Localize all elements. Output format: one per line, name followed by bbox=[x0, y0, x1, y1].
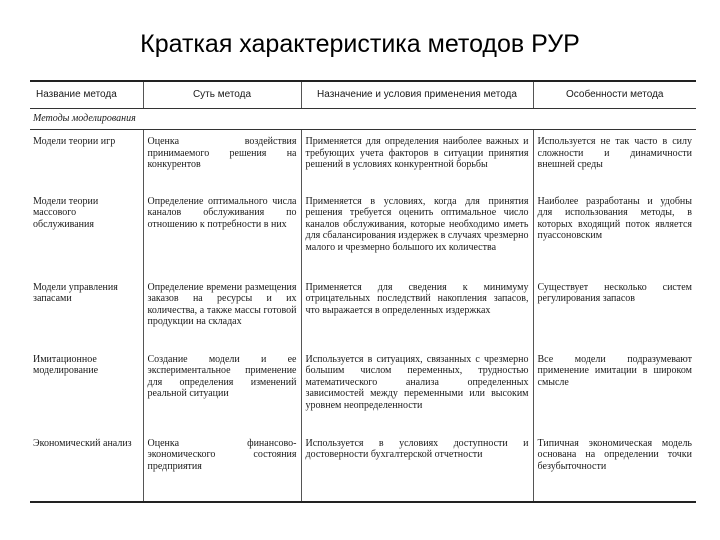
cell-method-features: Существует несколько систем регулирования запасов bbox=[533, 276, 696, 348]
cell-method-purpose: Используется в условиях доступности и достоверности бухгалтерской отчетности bbox=[301, 432, 533, 502]
cell-method-name: Экономический анализ bbox=[30, 432, 143, 502]
section-row bbox=[30, 109, 696, 130]
table-row bbox=[30, 276, 696, 348]
table-row bbox=[30, 190, 696, 276]
cell-method-essence: Определение времени размещения заказов на ресурсы и их количества, а также массы готовой продукции на складах bbox=[143, 276, 301, 348]
cell-method-purpose: Применяется для определения наиболее важных и требующих учета факторов в ситуации принятия решений в условиях конкурентной борьбы bbox=[301, 130, 533, 190]
header-method-features: Особенности метода bbox=[533, 81, 696, 109]
slide-title: Краткая характеристика методов РУР bbox=[140, 30, 580, 58]
cell-method-features: Типичная экономическая модель основана на определении точки безубыточности bbox=[533, 432, 696, 502]
methods-table bbox=[30, 80, 696, 503]
cell-method-essence: Оценка воздействия принимаемого решения на конкурентов bbox=[143, 130, 301, 190]
methods-table-image bbox=[30, 80, 696, 516]
cell-method-name: Модели управления запасами bbox=[33, 281, 118, 304]
cell-method-purpose: Применяется в условиях, когда для принятия решения требуется оценить оптимальное число каналов обслуживания, которые необходимо иметь для сбалансирования издержек в случаях чрезмерно малого и чрезмерно большого их количества bbox=[301, 190, 533, 276]
header-method-name: Название метода bbox=[30, 81, 143, 109]
header-method-essence: Суть метода bbox=[143, 81, 301, 109]
cell-method-features: Все модели подразумевают применение имитации в широком смысле bbox=[533, 348, 696, 432]
cell-method-features: Используется не так часто в силу сложности и динамичности внешней среды bbox=[533, 130, 696, 190]
cell-method-essence: Создание модели и ее экспериментальное применение для определения изменений реальной ситуации bbox=[143, 348, 301, 432]
section-label: Методы моделирования bbox=[30, 109, 696, 130]
cell-method-purpose: Используется в ситуациях, связанных с чрезмерно большим числом переменных, трудностью математического анализа определенных зависимостей между переменными или высоким уровнем неопределенности bbox=[301, 348, 533, 432]
table-row bbox=[30, 432, 696, 502]
header-method-purpose: Назначение и условия применения метода bbox=[301, 81, 533, 109]
cell-method-name: Имитационное моделирование bbox=[33, 353, 99, 376]
cell-method-name: Модели теории массового обслуживания bbox=[33, 195, 99, 230]
cell-method-essence: Оценка финансово-экономического состояния предприятия bbox=[143, 432, 301, 502]
cell-method-purpose: Применяется для сведения к минимуму отрицательных последствий накопления запасов, что выражается в определенных издержках bbox=[301, 276, 533, 348]
cell-method-name: Модели теории игр bbox=[33, 136, 116, 147]
table-header-row bbox=[30, 81, 696, 109]
table-row bbox=[30, 130, 696, 190]
cell-method-features: Наиболее разработаны и удобны для использования методы, в которых входящий поток является пуассоновским bbox=[533, 190, 696, 276]
table-row bbox=[30, 348, 696, 432]
cell-method-essence: Определение оптимального числа каналов обслуживания по отношению к потребности в них bbox=[143, 190, 301, 276]
